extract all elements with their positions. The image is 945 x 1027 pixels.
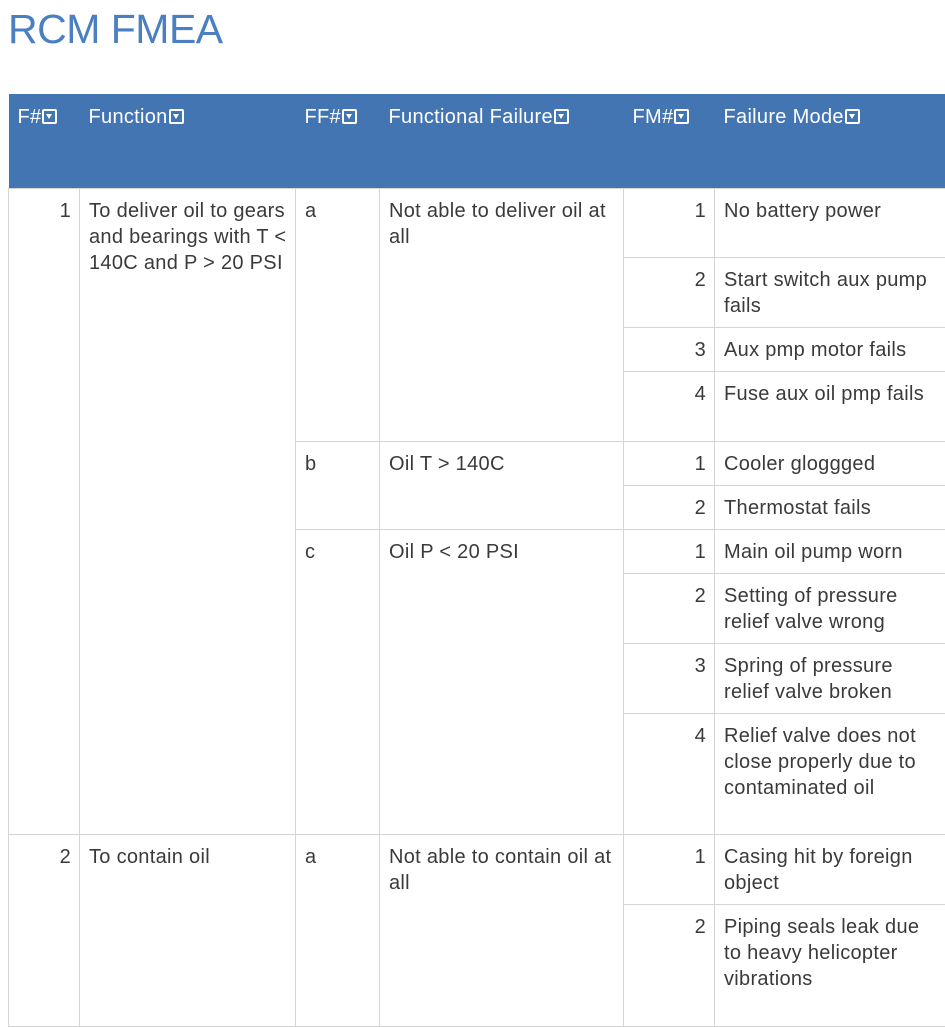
cell-failure-mode[interactable]: No battery power: [715, 188, 945, 257]
cell-failure-mode[interactable]: Thermostat fails: [715, 485, 945, 529]
cell-fm-num[interactable]: 2: [624, 257, 715, 327]
column-header-ff-num[interactable]: FF#: [296, 94, 380, 188]
cell-fm-num[interactable]: 4: [624, 371, 715, 441]
cell-failure-mode[interactable]: Setting of pressure relief valve wrong: [715, 573, 945, 643]
column-header-fm-num[interactable]: FM#: [624, 94, 715, 188]
dropdown-arrow-icon[interactable]: [342, 109, 357, 124]
cell-functional-failure[interactable]: Not able to contain oil at all: [380, 834, 624, 1026]
cell-failure-mode[interactable]: Piping seals leak due to heavy helicopter vibrations: [715, 904, 945, 1026]
cell-fm-num[interactable]: 3: [624, 643, 715, 713]
cell-ff-num[interactable]: a: [296, 188, 380, 441]
table-header-row: [9, 94, 945, 188]
cell-fm-num[interactable]: 4: [624, 713, 715, 834]
cell-functional-failure[interactable]: Oil T > 140C: [380, 441, 624, 529]
cell-ff-num[interactable]: c: [296, 529, 380, 834]
column-header-functional-failure[interactable]: Functional Failure: [380, 94, 624, 188]
cell-ff-num[interactable]: b: [296, 441, 380, 529]
cell-failure-mode[interactable]: Fuse aux oil pmp fails: [715, 371, 945, 441]
table-row: [9, 188, 945, 257]
cell-function[interactable]: To contain oil: [80, 834, 296, 1026]
cell-failure-mode[interactable]: Start switch aux pump fails: [715, 257, 945, 327]
dropdown-arrow-icon[interactable]: [42, 109, 57, 124]
cell-failure-mode[interactable]: Spring of pressure relief valve broken: [715, 643, 945, 713]
cell-fm-num[interactable]: 1: [624, 529, 715, 573]
cell-failure-mode[interactable]: Relief valve does not close properly due to contaminated oil: [715, 713, 945, 834]
cell-failure-mode[interactable]: Main oil pump worn: [715, 529, 945, 573]
cell-function[interactable]: To deliver oil to gears and bearings with T < 140C and P > 20 PSI: [80, 188, 296, 834]
column-header-function[interactable]: Function: [80, 94, 296, 188]
cell-functional-failure[interactable]: Oil P < 20 PSI: [380, 529, 624, 834]
column-header-failure-mode[interactable]: Failure Mode: [715, 94, 945, 188]
cell-failure-mode[interactable]: Cooler gloggged: [715, 441, 945, 485]
dropdown-arrow-icon[interactable]: [554, 109, 569, 124]
table-row: [9, 834, 945, 904]
page-title: RCM FMEA: [8, 6, 223, 53]
cell-f-num[interactable]: 1: [9, 188, 80, 834]
fmea-table: [8, 94, 945, 1027]
dropdown-arrow-icon[interactable]: [674, 109, 689, 124]
cell-fm-num[interactable]: 3: [624, 327, 715, 371]
cell-failure-mode[interactable]: Aux pmp motor fails: [715, 327, 945, 371]
dropdown-arrow-icon[interactable]: [845, 109, 860, 124]
dropdown-arrow-icon[interactable]: [169, 109, 184, 124]
cell-failure-mode[interactable]: Casing hit by foreign object: [715, 834, 945, 904]
cell-fm-num[interactable]: 2: [624, 573, 715, 643]
cell-functional-failure[interactable]: Not able to deliver oil at all: [380, 188, 624, 441]
column-header-f-num[interactable]: F#: [9, 94, 80, 188]
cell-f-num[interactable]: 2: [9, 834, 80, 1026]
cell-fm-num[interactable]: 1: [624, 834, 715, 904]
cell-fm-num[interactable]: 2: [624, 485, 715, 529]
cell-fm-num[interactable]: 2: [624, 904, 715, 1026]
cell-ff-num[interactable]: a: [296, 834, 380, 1026]
cell-fm-num[interactable]: 1: [624, 441, 715, 485]
cell-fm-num[interactable]: 1: [624, 188, 715, 257]
